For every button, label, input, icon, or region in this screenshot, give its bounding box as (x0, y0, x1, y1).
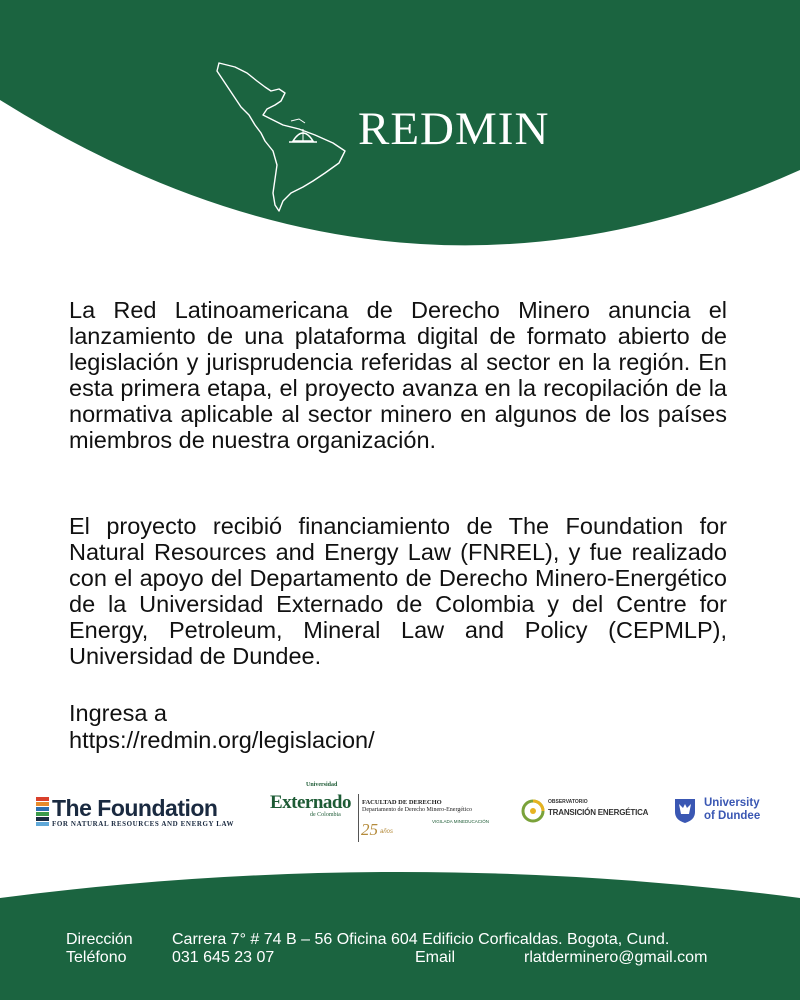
externado-anniversary-word: años (380, 829, 394, 835)
phone-value[interactable]: 031 645 23 07 (172, 949, 275, 966)
dundee-shield-icon (674, 798, 696, 824)
externado-anniversary-number: 25 (361, 820, 378, 839)
dundee-line2: of Dundee (704, 810, 761, 822)
externado-name: Externado (270, 792, 351, 813)
helmet-icon (289, 129, 317, 142)
dundee-line1: University (704, 797, 760, 809)
cta-label: Ingresa a (69, 700, 167, 726)
dundee-logo (672, 796, 767, 828)
observatorio-logo (520, 797, 649, 825)
dundee-name (704, 797, 760, 823)
externado-faculty: FACULTAD DE DERECHO (362, 799, 442, 806)
observatorio-line2: TRANSICIÓN ENERGÉTICA (548, 808, 649, 817)
address-label: Dirección (66, 931, 133, 948)
funding-paragraph: El proyecto recibió financiamiento de The Foundation for Natural Resources and Energy Law (FNREL), y fue realizado con el apoyo del Departamento de Derecho Minero-Energético de la Universidad Externado de Colombia y del Centre for Energy, Petroleum, Mineral Law and Policy (CEPMLP), Universidad de Dundee. (69, 513, 727, 669)
externado-university-label: Universidad (306, 782, 338, 788)
email-value[interactable]: rlatderminero@gmail.com (524, 949, 708, 966)
foundation-logo (36, 795, 241, 835)
address-value: Carrera 7° # 74 B – 56 Oficina 604 Edificio Corficaldas. Bogota, Cund. (172, 931, 670, 948)
energy-ring-icon (520, 798, 546, 824)
foundation-stripes-icon (36, 797, 49, 829)
externado-department: Departamento de Derecho Minero-Energético (362, 807, 473, 813)
announcement-paragraph: La Red Latinoamericana de Derecho Minero anuncia el lanzamiento de una plataforma digital de formato abierto de legislación y jurisprudencia referidas al sector en la región. En esta primera etapa, el proyecto avanza en la recopilación de la normativa aplicable al sector minero en algunos de los países miembros de nuestra organización. (69, 297, 727, 453)
observatorio-line1: OBSERVATORIO (548, 799, 588, 805)
foundation-title: The Foundation (52, 795, 218, 821)
externado-vigilada: VIGILADA MINEDUCACIÓN (432, 819, 490, 824)
cta-block (69, 700, 375, 754)
externado-divider (358, 794, 359, 842)
latin-america-map-icon (205, 55, 365, 215)
foundation-subtitle: FOR NATURAL RESOURCES AND ENERGY LAW (52, 820, 235, 828)
brand-title: REDMIN (358, 103, 550, 155)
phone-label: Teléfono (66, 949, 127, 966)
externado-logo (270, 782, 510, 846)
externado-country: de Colombia (310, 812, 341, 818)
cta-link[interactable]: https://redmin.org/legislacion/ (69, 727, 375, 753)
email-label: Email (415, 949, 456, 966)
